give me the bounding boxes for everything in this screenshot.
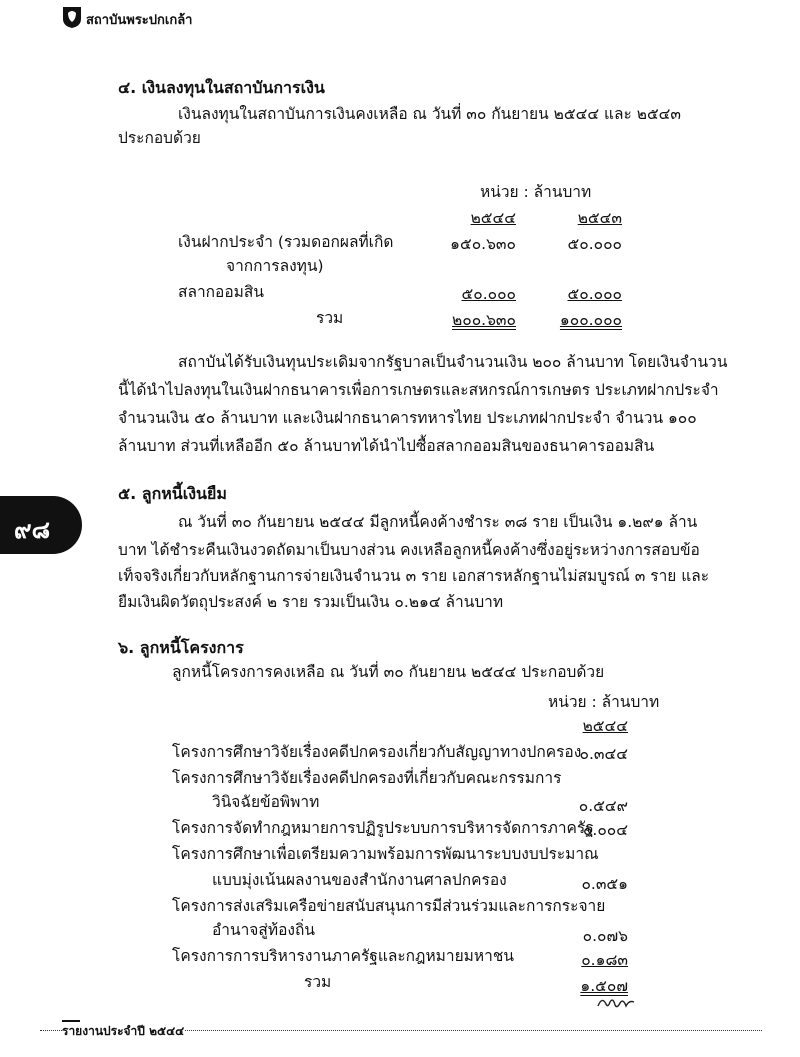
section5-para-line2: บาท ได้ชำระคืนเงินงวดถัดมาเป็นบางส่วน คงเหลือลูกหนี้คงค้างซึ่งอยู่ระหว่างการสอบข้อ (118, 541, 700, 559)
section4-row2-label: สลากออมสิน (178, 283, 264, 301)
section6-row5-value: ๐.๐๗๖ (582, 927, 628, 945)
shield-logo-icon (62, 5, 82, 29)
section4-total-2543: ๑๐๐.๐๐๐ (559, 311, 622, 329)
section4-col-2544: ๒๕๔๔ (470, 209, 516, 227)
section6-row6-value: ๐.๑๘๓ (581, 951, 628, 969)
section4-para-line1: สถาบันได้รับเงินทุนประเดิมจากรัฐบาลเป็นจำนวนเงิน ๒๐๐ ล้านบาท โดยเงินจำนวน (178, 353, 728, 371)
section6-row4-value: ๐.๓๕๑ (581, 875, 628, 893)
section6-col-2544: ๒๕๔๔ (582, 717, 628, 735)
section4-unit: หน่วย : ล้านบาท (480, 183, 592, 201)
section5-para-line3: เท็จจริงเกี่ยวกับหลักฐานการจ่ายเงินจำนวน ๓ ราย เอกสารหลักฐานไม่สมบูรณ์ ๓ ราย และ (118, 567, 710, 585)
section6-row4-label: โครงการศึกษาเพื่อเตรียมความพร้อมการพัฒนาระบบงบประมาณ (172, 845, 599, 863)
section4-row1-label: เงินฝากประจำ (รวมดอกผลที่เกิด (178, 233, 394, 251)
section4-title: ๔. เงินลงทุนในสถาบันการเงิน (118, 78, 325, 97)
handwritten-initials-icon (596, 994, 636, 1012)
org-name: สถาบันพระปกเกล้า (86, 13, 193, 28)
section5-title: ๕. ลูกหนี้เงินยืม (118, 484, 227, 503)
section4-row1-2543: ๕๐.๐๐๐ (567, 235, 622, 253)
section6-row2-label-cont: วินิจฉัยข้อพิพาท (212, 793, 320, 811)
section4-row1-2544: ๑๕๐.๖๓๐ (450, 235, 516, 253)
section6-title: ๖. ลูกหนี้โครงการ (118, 638, 244, 657)
section6-row3-label: โครงการจัดทำกฎหมายการปฏิรูประบบการบริหารจัดการภาครัฐ (172, 819, 594, 837)
page-number-tab (0, 496, 82, 554)
section4-intro-line1: เงินลงทุนในสถาบันการเงินคงเหลือ ณ วันที่ ๓๐ กันยายน ๒๕๔๔ และ ๒๕๔๓ (178, 105, 682, 123)
section5-para-line1: ณ วันที่ ๓๐ กันยายน ๒๕๔๔ มีลูกหนี้คงค้างชำระ ๓๘ ราย เป็นเงิน ๑.๒๙๑ ล้าน (178, 513, 698, 531)
section4-col-2543: ๒๕๔๓ (577, 209, 622, 227)
section4-para-line4: ล้านบาท ส่วนที่เหลืออีก ๕๐ ล้านบาทได้นำไปซื้อสลากออมสินของธนาคารออมสิน (118, 437, 655, 455)
section6-total-label: รวม (304, 973, 332, 991)
section6-row5-label: โครงการส่งเสริมเครือข่ายสนับสนุนการมีส่วนร่วมและการกระจาย (172, 897, 606, 915)
section4-total-label: รวม (316, 309, 344, 327)
section5-para-line4: ยืมเงินผิดวัตถุประสงค์ ๒ ราย รวมเป็นเงิน ๐.๒๑๔ ล้านบาท (118, 593, 504, 611)
section6-total-value: ๑.๕๐๗ (580, 977, 628, 995)
section4-total-2544: ๒๐๐.๖๓๐ (452, 311, 516, 329)
section6-row4-label-cont: แบบมุ่งเน้นผลงานของสำนักงานศาลปกครอง (212, 871, 507, 889)
section6-row2-label: โครงการศึกษาวิจัยเรื่องคดีปกครองที่เกี่ยวกับคณะกรรมการ (172, 769, 562, 787)
section6-row1-value: ๐.๓๔๔ (579, 745, 628, 763)
section6-unit: หน่วย : ล้านบาท (548, 693, 660, 711)
section6-row6-label: โครงการการบริหารงานภาครัฐและกฎหมายมหาชน (172, 947, 514, 965)
section6-row1-label: โครงการศึกษาวิจัยเรื่องคดีปกครองเกี่ยวกับสัญญาทางปกครอง (172, 743, 582, 761)
section6-row3-value: ๐.๐๐๔ (582, 821, 628, 839)
section4-intro-line2: ประกอบด้วย (118, 129, 201, 147)
section6-row5-label-cont: อำนาจสู่ท้องถิ่น (212, 921, 315, 939)
section4-row2-2543: ๕๐.๐๐๐ (567, 285, 622, 303)
section6-row2-value: ๐.๕๔๙ (578, 797, 628, 815)
page-number: ๙๘ (14, 516, 51, 544)
section6-intro: ลูกหนี้โครงการคงเหลือ ณ วันที่ ๓๐ กันยายน ๒๕๔๔ ประกอบด้วย (172, 663, 605, 681)
section4-para-line3: จำนวนเงิน ๕๐ ล้านบาท และเงินฝากธนาคารทหารไทย ประเภทฝากประจำ จำนวน ๑๐๐ (118, 409, 697, 427)
footer-report-title: รายงานประจำปี ๒๕๔๔ (62, 1022, 184, 1041)
section4-row2-2544: ๕๐.๐๐๐ (461, 285, 516, 303)
section4-row1-label-cont: จากการลงทุน) (226, 257, 324, 275)
section4-para-line2: นี้ได้นำไปลงทุนในเงินฝากธนาคารเพื่อการเกษตรและสหกรณ์การเกษตร ประเภทฝากประจำ (118, 381, 719, 399)
